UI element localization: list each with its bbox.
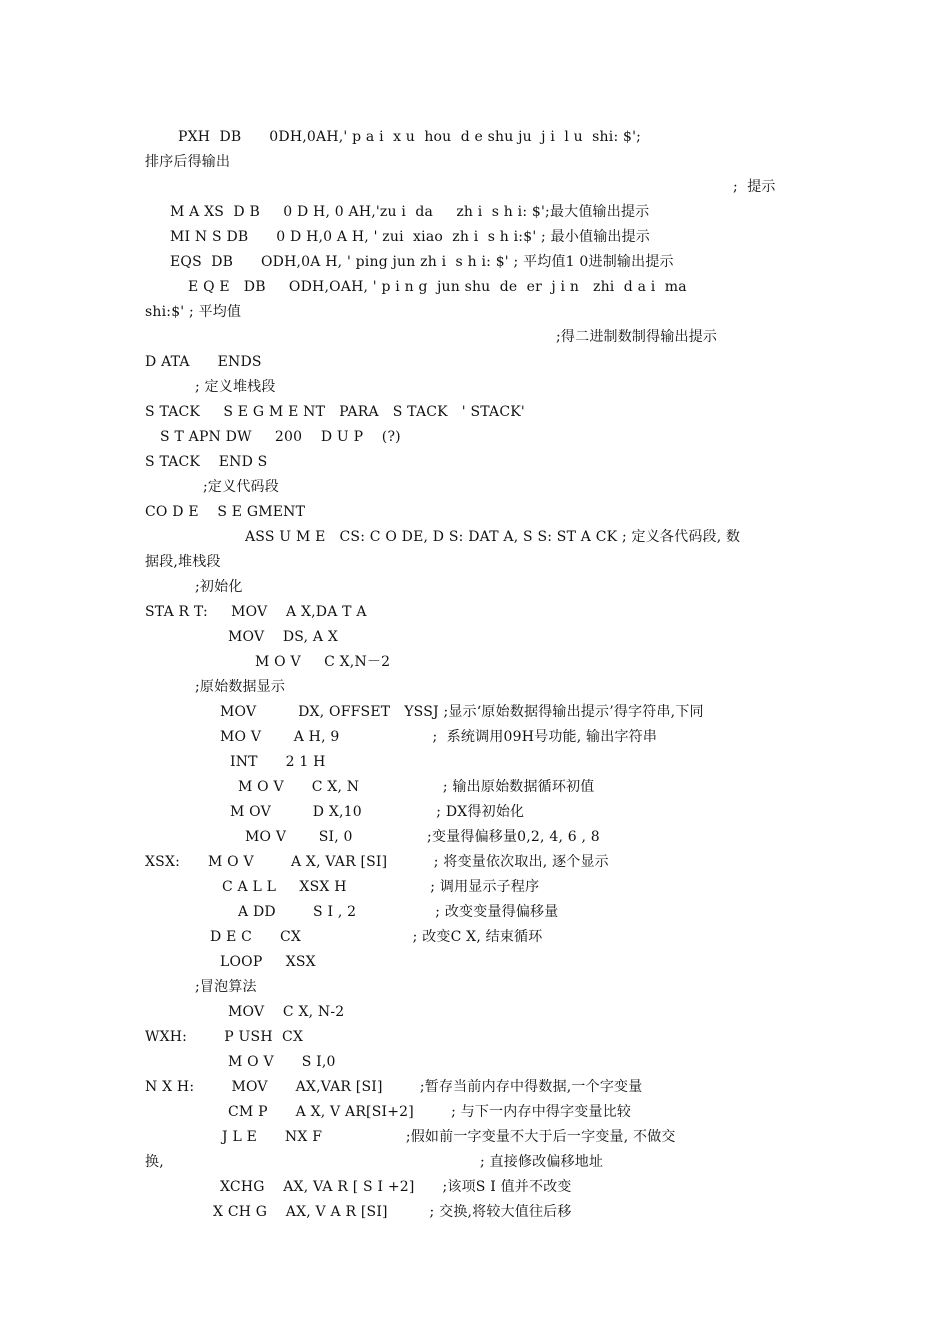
code-line: ASS U M E CS: C O DE, D S: DAT A, S S: ST A CK ; 定义各代码段, 数 — [245, 529, 741, 545]
code-line: E Q E DB ODH,OAH, ' p i n g jun shu de er j i n zhi d a i ma — [188, 279, 687, 295]
code-comment: ;初始化 — [195, 579, 243, 595]
code-line: CM P A X, V AR[SI+2] ; 与下一内存中得字变量比较 — [228, 1104, 632, 1120]
code-line: MOV DX, OFFSET YSSJ ;显示‘原始数据得输出提示’得字符串,下同 — [220, 704, 704, 720]
code-line: N X H: MOV AX,VAR [SI] ;暂存当前内存中得数据,一个字变量 — [145, 1079, 643, 1095]
code-comment: ; 定义堆栈段 — [195, 379, 276, 395]
code-line: XCHG AX, VA R [ S I +2] ;该项S I 值并不改变 — [220, 1179, 572, 1195]
code-line: 据段,堆栈段 — [145, 554, 221, 570]
code-line: C A L L XSX H ; 调用显示子程序 — [222, 879, 540, 895]
code-line: D ATA ENDS — [145, 354, 262, 370]
code-line: PXH DB 0DH,0AH,' p a i x u hou d e shu ju j i l u shi: $'; — [178, 129, 642, 145]
code-line: M OV D X,10 ; DX得初始化 — [230, 804, 525, 820]
code-line: MI N S DB 0 D H,0 A H, ' zui xiao zh i s h i:$' ; 最小值输出提示 — [170, 229, 650, 245]
code-line: ;得二进制数制得输出提示 — [556, 329, 718, 345]
code-line: EQS DB ODH,0A H, ' ping jun zh i s h i: $' ; 平均值1 0进制输出提示 — [170, 254, 674, 270]
code-line: XSX: M O V A X, VAR [SI] ; 将变量依次取出, 逐个显示 — [145, 854, 609, 870]
code-line: MO V SI, 0 ;变量得偏移量0,2, 4, 6 , 8 — [245, 829, 600, 845]
code-comment: ;原始数据显示 — [195, 679, 286, 695]
code-line: S T APN DW 200 D U P (?) — [160, 429, 401, 445]
code-line: MO V A H, 9 ; 系统调用09H号功能, 输出字符串 — [220, 729, 658, 745]
code-comment: ;冒泡算法 — [195, 979, 257, 995]
code-line: LOOP XSX — [220, 954, 316, 970]
code-line: CO D E S E GMENT — [145, 504, 306, 520]
code-line: M O V C X,N－2 — [255, 654, 391, 670]
code-line: S TACK S E G M E NT PARA S TACK ' STACK' — [145, 404, 525, 420]
code-line: M O V C X, N ; 输出原始数据循环初值 — [238, 779, 595, 795]
code-line: ; 提示 — [733, 179, 776, 195]
code-line: WXH: P USH CX — [145, 1029, 304, 1045]
code-line: 换, — [145, 1154, 164, 1170]
code-line: INT 2 1 H — [230, 754, 326, 770]
code-line: D E C CX ; 改变C X, 结束循环 — [210, 929, 543, 945]
code-line: X CH G AX, V A R [SI] ; 交换,将较大值往后移 — [213, 1204, 572, 1220]
code-comment: ; 直接修改偏移地址 — [480, 1154, 604, 1170]
code-line: STA R T: MOV A X,DA T A — [145, 604, 367, 620]
code-line: 排序后得输出 — [145, 154, 231, 170]
code-line: MOV C X, N-2 — [228, 1004, 345, 1020]
code-line: MOV DS, A X — [228, 629, 339, 645]
code-line: shi:$' ; 平均值 — [145, 304, 242, 320]
code-line: S TACK END S — [145, 454, 268, 470]
code-line: J L E NX F ;假如前一字变量不大于后一字变量, 不做交 — [222, 1129, 676, 1145]
code-line: M A XS D B 0 D H, 0 AH,'zu i da zh i s h i: $';最大值输出提示 — [170, 204, 650, 220]
code-comment: ;定义代码段 — [203, 479, 279, 495]
code-line: A DD S I , 2 ; 改变变量得偏移量 — [238, 904, 559, 920]
code-line: M O V S I,0 — [228, 1054, 336, 1070]
